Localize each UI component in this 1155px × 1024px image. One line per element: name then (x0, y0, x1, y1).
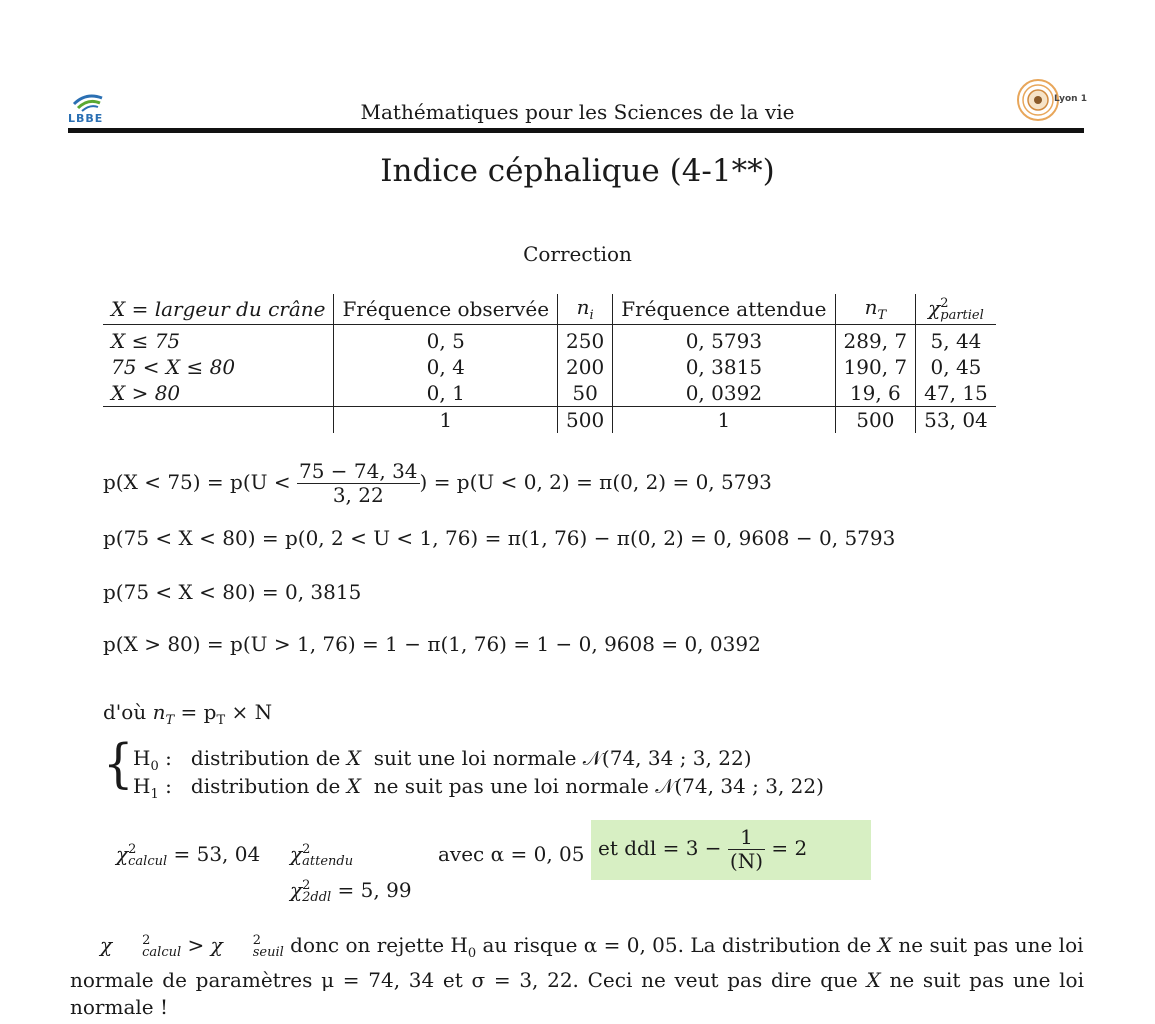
header-rule (68, 128, 1084, 133)
header-chi2-base: χ (928, 296, 941, 321)
conclusion-line-2 (70, 967, 1084, 1021)
header-title: Mathématiques pour les Sciences de la vie (360, 100, 795, 124)
equation-p-x-gt-80: p(X > 80) = p(U > 1, 76) = 1 − π(1, 76) = 1 − 0, 9608 = 0, 0392 (103, 632, 761, 656)
table-total-row (103, 407, 996, 434)
chi-2ddl-sub: 2ddl (302, 889, 332, 905)
cell-freq-obs: 0, 5 (334, 325, 558, 355)
conc-line2: normale de paramètres μ = 74, 34 et σ = 3, 22. Ceci ne veut pas dire que (70, 968, 867, 992)
cell-nt: 289, 7 (835, 325, 916, 355)
cell-freq-att: 0, 3815 (613, 354, 835, 380)
header-largeur (103, 294, 334, 325)
ddl-numerator: 1 (728, 826, 765, 850)
cell-freq-obs: 0, 1 (334, 380, 558, 407)
total-ni: 500 (558, 407, 613, 434)
hypothesis-h1 (133, 774, 824, 802)
chi-calcul-sup: 2 (128, 841, 137, 857)
conc-text-d: ne suit pas une loi (892, 933, 1084, 957)
cell-chi2: 0, 45 (916, 354, 996, 380)
h1-var: X (346, 774, 362, 798)
total-label (103, 407, 334, 434)
conc-chi1: χ (100, 933, 113, 957)
h0-var: X (346, 746, 362, 770)
conc-line2-end: ne suit pas une loi normale ! (70, 968, 1084, 1019)
cell-ni: 250 (558, 325, 613, 355)
conc-text-b: donc on rejette H (283, 933, 468, 957)
ddl-right: = 2 (771, 836, 808, 860)
cell-ni: 200 (558, 354, 613, 380)
conclusion-paragraph (70, 932, 1084, 1021)
ddl-fraction (728, 826, 765, 873)
conclusion-line-1 (70, 932, 1084, 967)
h0-sub: 0 (150, 759, 159, 774)
conc-chi2-sub: seuil (252, 944, 284, 960)
eq1-fraction (297, 460, 420, 507)
chi-2ddl-value: = 5, 99 (331, 878, 412, 902)
eq1-denominator: 3, 22 (332, 483, 384, 507)
equation-dou-nt (103, 700, 272, 728)
chi-calcul-symbol: χ (116, 842, 129, 866)
chi-calcul-value: = 53, 04 (167, 842, 261, 866)
table-header-row (103, 294, 996, 325)
header-chi2-sup: 2 (940, 296, 949, 312)
table-row (103, 354, 996, 380)
conc-chi2: χ (210, 933, 223, 957)
row-label: 75 < X ≤ 80 (111, 355, 236, 379)
header-nt-base: n (864, 295, 878, 319)
lbbe-logo-text: LBBE (68, 112, 104, 125)
cell-nt: 190, 7 (835, 354, 916, 380)
conc-text-c: au risque α = 0, 05. La distribution de (476, 933, 878, 957)
cell-chi2: 5, 44 (916, 325, 996, 355)
eq1-left: p(X < 75) = p(U < (103, 470, 291, 494)
cell-freq-obs: 0, 4 (334, 354, 558, 380)
hypothesis-h0 (133, 746, 752, 774)
chi-2ddl-symbol: χ (290, 878, 303, 902)
lyon1-logo (1016, 76, 1086, 124)
frequency-table (103, 294, 996, 433)
chi-attendu-symbol: χ (290, 842, 303, 866)
eq1-right: ) = p(U < 0, 2) = π(0, 2) = 0, 5793 (419, 470, 772, 494)
header-ni-sub: i (589, 308, 594, 323)
conc-var-x: X (877, 933, 893, 957)
chi2-2ddl (290, 878, 412, 903)
header-largeur-text: X = largeur du crâne (111, 297, 326, 321)
equation-p-75-80-result: p(75 < X < 80) = 0, 3815 (103, 580, 362, 604)
row-label: X ≤ 75 (111, 329, 181, 353)
h0-text-a: : distribution de (158, 746, 347, 770)
conc-h0-sub: 0 (467, 946, 477, 961)
h1-text-a: : distribution de (158, 774, 347, 798)
equation-p-75-80: p(75 < X < 80) = p(0, 2 < U < 1, 76) = π(1, 76) − π(0, 2) = 0, 9608 − 0, 5793 (103, 526, 896, 550)
conc-line2-var: X (866, 968, 881, 992)
dou-prefix: d'où (103, 700, 153, 724)
alpha-text: avec α = 0, 05 (438, 842, 585, 866)
ddl-formula (598, 826, 807, 873)
equation-p-x-lt-75 (103, 460, 772, 507)
hypotheses-brace: { (103, 733, 134, 795)
chi2-attendu (290, 842, 353, 867)
chi-2ddl-sup: 2 (302, 877, 311, 893)
header-nt (835, 294, 916, 325)
cell-freq-att: 0, 5793 (613, 325, 835, 355)
lyon1-logo-text: Lyon 1 (1054, 94, 1087, 104)
conc-gt: > (181, 933, 211, 957)
header-ni-base: n (576, 295, 590, 319)
h1-label: H (133, 774, 151, 798)
chi2-calcul (116, 842, 260, 867)
dou-sub: T (165, 713, 175, 728)
table-row (103, 380, 996, 407)
chi-attendu-sup: 2 (302, 841, 311, 857)
ddl-left: et ddl = 3 − (598, 836, 722, 860)
row-label: X > 80 (111, 381, 181, 405)
header-ni (558, 294, 613, 325)
h1-sub: 1 (150, 787, 159, 802)
cell-chi2: 47, 15 (916, 380, 996, 407)
dou-rest: = p (174, 700, 217, 724)
conc-chi1-sub: calcul (142, 944, 182, 960)
dou-psub: T (216, 713, 226, 728)
header-chi2-partiel (916, 294, 996, 325)
chi-attendu-sub: attendu (302, 853, 354, 869)
correction-heading: Correction (523, 242, 632, 266)
header-freq-observee: Fréquence observée (334, 294, 558, 325)
document-title: Indice céphalique (4-1**) (380, 153, 775, 189)
header-nt-sub: T (877, 308, 887, 323)
header-freq-attendue: Fréquence attendue (613, 294, 835, 325)
ddl-denominator: (N) (729, 849, 764, 873)
total-freq-obs: 1 (334, 407, 558, 434)
total-freq-att: 1 (613, 407, 835, 434)
dou-end: × N (225, 700, 273, 724)
cell-ni: 50 (558, 380, 613, 407)
h1-text-b: ne suit pas une loi normale 𝒩(74, 34 ; 3, 22) (361, 774, 824, 798)
h0-text-b: suit une loi normale 𝒩(74, 34 ; 3, 22) (361, 746, 752, 770)
h0-label: H (133, 746, 151, 770)
dou-var: n (152, 700, 166, 724)
total-chi2: 53, 04 (916, 407, 996, 434)
cell-freq-att: 0, 0392 (613, 380, 835, 407)
cell-nt: 19, 6 (835, 380, 916, 407)
header-chi2-sub: partiel (940, 307, 984, 323)
table-row (103, 325, 996, 355)
total-nt: 500 (835, 407, 916, 434)
chi-calcul-sub: calcul (128, 853, 168, 869)
eq1-numerator: 75 − 74, 34 (298, 459, 418, 483)
conc-chi2-sup: 2 (252, 932, 262, 948)
conc-chi1-sup: 2 (142, 932, 151, 948)
